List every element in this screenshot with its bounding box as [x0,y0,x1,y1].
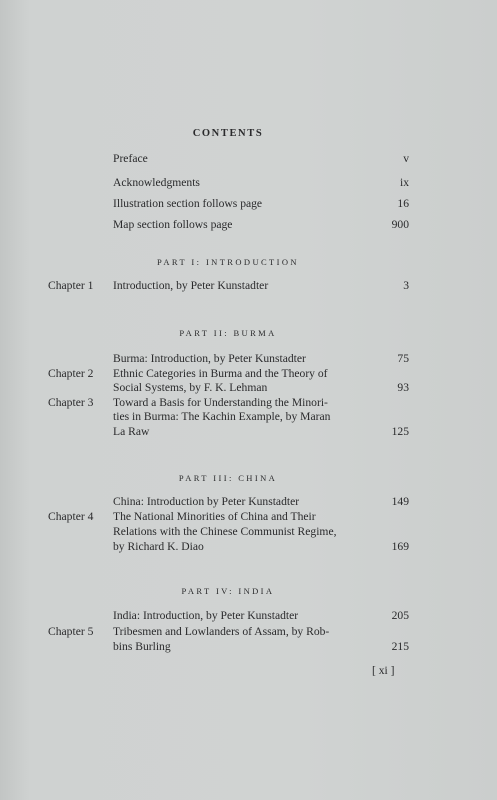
chapter-label: Chapter 1 [48,279,94,292]
part-heading: PART I: INTRODUCTION [157,257,299,267]
toc-page-number: ix [399,176,409,189]
toc-entry-line: Social Systems, by F. K. Lehman [113,381,268,394]
toc-entry-line: India: Introduction, by Peter Kunstadter [113,609,299,622]
chapter-label: Chapter 3 [48,396,94,409]
toc-entry-line: by Richard K. Diao [113,540,204,553]
toc-page-number: 169 [391,540,409,553]
toc-page-number: 900 [391,218,409,231]
toc-entry-line: La Raw [113,425,150,438]
toc-page-number: 149 [391,495,409,508]
toc-page-number: 93 [397,381,409,394]
toc-page-number: 125 [391,425,409,438]
part-heading: PART III: CHINA [178,473,278,483]
toc-page-number: 3 [403,279,409,292]
toc-entry-line: Relations with the Chinese Communist Regime, [113,525,337,538]
part-heading: PART II: BURMA [179,328,277,338]
chapter-label: Chapter 2 [48,367,94,380]
toc-entry-line: Toward a Basis for Understanding the Minori- [113,396,328,409]
toc-page-number: 215 [391,640,409,653]
toc-page-number: 75 [397,352,409,365]
toc-entry-title: Map section follows page [113,218,233,231]
toc-entry-line: China: Introduction by Peter Kunstadter [113,495,300,508]
toc-page-number: 205 [391,609,409,622]
page-folio: [ xi ] [372,664,395,677]
toc-entry-line: ties in Burma: The Kachin Example, by Maran [113,410,331,423]
toc-page-number: v [403,152,409,165]
toc-entry-title: Acknowledgments [113,176,200,189]
contents-heading: CONTENTS [192,128,264,139]
chapter-label: Chapter 5 [48,625,94,638]
toc-entry-title: Illustration section follows page [113,197,263,210]
part-heading: PART IV: INDIA [181,586,275,596]
toc-page-number: 16 [397,197,409,210]
toc-entry-line: Ethnic Categories in Burma and the Theory of [113,367,328,380]
toc-entry-line: Tribesmen and Lowlanders of Assam, by Rob- [113,625,330,638]
toc-entry-line: bins Burling [113,640,171,653]
toc-entry-line: Burma: Introduction, by Peter Kunstadter [113,352,306,365]
toc-entry-title: Preface [113,152,148,165]
toc-entry-line: Introduction, by Peter Kunstadter [113,279,269,292]
toc-entry-line: The National Minorities of China and Their [113,510,316,523]
chapter-label: Chapter 4 [48,510,94,523]
